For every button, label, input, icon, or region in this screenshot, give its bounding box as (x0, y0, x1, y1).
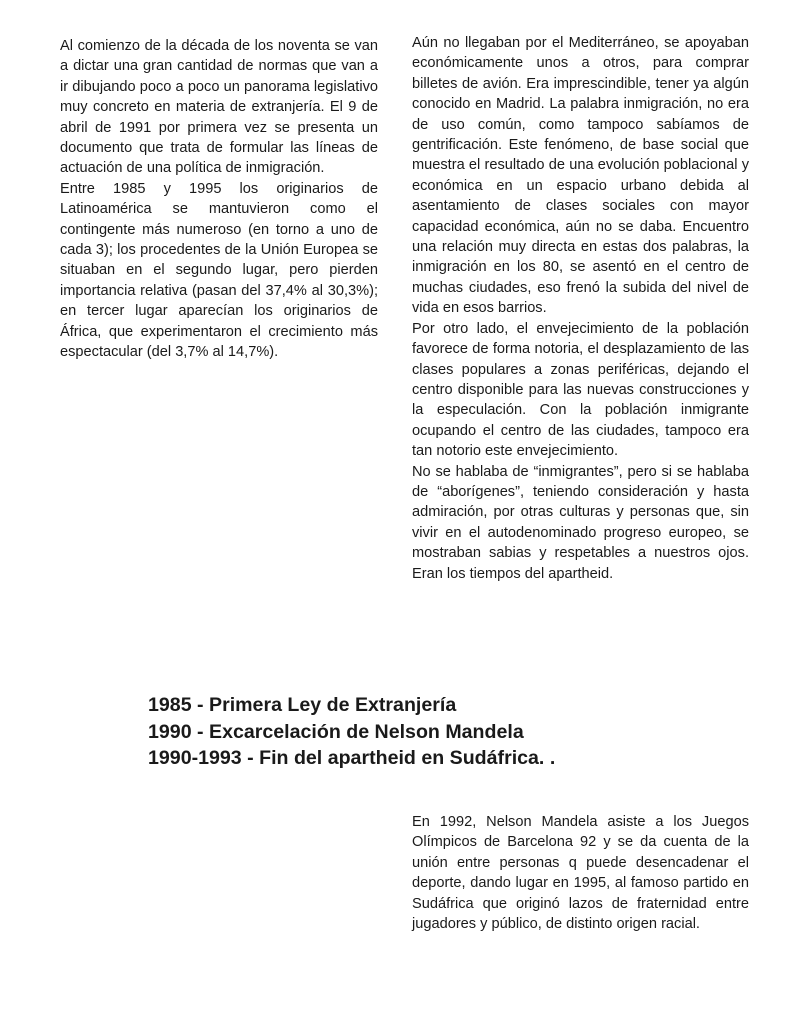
paragraph-aging-population: Por otro lado, el envejecimiento de la población favorece de forma notoria, el desplazamiento de las clases populares a zonas periféricas, dejando el centro disponible para las nuevas construcciones y la especulación. Con la población inmigrante ocupando el centro de las ciudades, tampoco era tan notorio este envejecimiento. (412, 320, 749, 460)
paragraph-apartheid-times: No se hablaba de “inmigrantes”, pero si se hablaba de “aborígenes”, teniendo consideración y hasta admiración, por otras culturas y personas que, sin vivir en el autodenominado progreso europeo, se mostraban sabias y respetables a nuestros ojos. Eran los tiempos del apartheid. (412, 463, 749, 582)
right-text-column (412, 33, 749, 584)
paragraph-immigration-policy: Al comienzo de la década de los noventa se van a dictar una gran cantidad de normas que van a ir dibujando poco a poco un panorama legislativo muy concreto en materia de extranjería. El 9 de abril de 1991 por primera vez se presenta un documento que trata de formular las líneas de actuación de una política de inmigración. (60, 38, 378, 177)
left-text-column (60, 36, 378, 363)
paragraph-origin-statistics: Entre 1985 y 1995 los originarios de Latinoamérica se mantuvieron como el contingente más numeroso (en torno a uno de cada 3); los procedentes de la Unión Europea se situaban en el segundo lugar, pero pierden importancia relativa (pasan del 37,4% al 30,3%); en tercer lugar aparecían los originarios de África, que experimentaron el crecimiento más espectacular (del 3,7% al 14,7%). (60, 180, 378, 361)
timeline-entry-1990: 1990 - Excarcelación de Nelson Mandela (148, 720, 524, 743)
timeline (148, 692, 788, 772)
timeline-entry-1990-1993: 1990-1993 - Fin del apartheid en Sudáfrica. . (148, 747, 556, 769)
bottom-text-column (412, 812, 749, 934)
paragraph-gentrification: Aún no llegaban por el Mediterráneo, se apoyaban económicamente unos a otros, para comprar billetes de avión. Era imprescindible, tener ya algún conocido en Madrid. La palabra inmigración, no era de uso común, como tampoco sabíamos de gentrificación. Este fenómeno, de base social que muestra el resultado de una evolución poblacional y económica en un espacio urbano debida al asentamiento de clases sociales con mayor capacidad económica, aún no se daba. Encuentro una relación muy directa en estas dos palabras, la inmigración en los 80, se asentó en el centro de muchas ciudades, eso frenó la subida del nivel de vida en esos barrios. (412, 35, 749, 317)
paragraph-mandela-olympics: En 1992, Nelson Mandela asiste a los Juegos Olímpicos de Barcelona 92 y se da cuenta de la unión entre personas q puede desencadenar el deporte, dando lugar en 1995, al famoso partido en Sudáfrica que originó lazos de fraternidad entre jugadores y público, de distinto origen racial. (412, 814, 749, 933)
timeline-entry-1985: 1985 - Primera Ley de Extranjería (148, 694, 457, 716)
